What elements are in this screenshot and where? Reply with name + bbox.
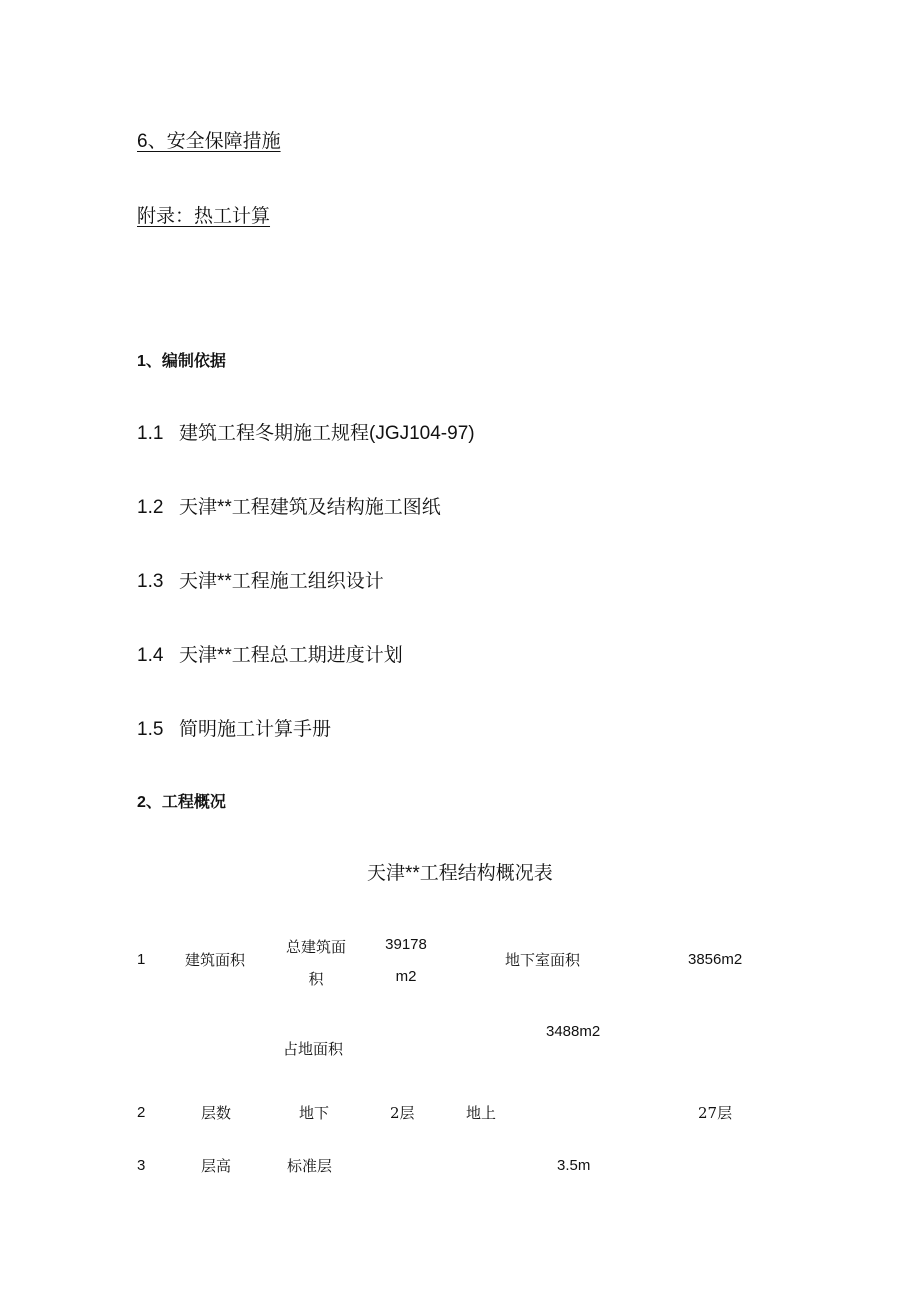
table-title: 天津**工程结构概况表 xyxy=(367,863,553,884)
below-ground-label: 地下 xyxy=(299,1104,330,1122)
basement-area-label: 地下室面积 xyxy=(505,951,581,969)
above-ground-value: 27层 xyxy=(698,1104,733,1122)
basis-item-text: 简明施工计算手册 xyxy=(179,719,332,740)
standard-floor-label: 标准层 xyxy=(287,1157,333,1175)
row-category: 建筑面积 xyxy=(185,951,246,969)
total-area-value-line2: m2 xyxy=(395,968,417,985)
basis-item-number: 1.2 xyxy=(137,497,164,518)
row-index: 2 xyxy=(137,1104,146,1121)
section-heading-overview: 2、工程概况 xyxy=(137,794,226,811)
basis-item-number: 1.3 xyxy=(137,571,164,592)
basis-item-number: 1.5 xyxy=(137,719,164,740)
row-category: 层高 xyxy=(201,1157,232,1175)
toc-item-safety-measures[interactable]: 6、安全保障措施 xyxy=(137,131,281,152)
section-heading-basis: 1、编制依据 xyxy=(137,353,226,370)
basis-item xyxy=(137,714,331,741)
basis-item-text: 天津**工程总工期进度计划 xyxy=(179,645,403,666)
basis-item-text: 天津**工程施工组织设计 xyxy=(179,571,384,592)
basis-item-number: 1.1 xyxy=(137,423,164,444)
basis-item xyxy=(137,492,441,519)
basis-item xyxy=(137,640,403,667)
footprint-area-value: 3488m2 xyxy=(546,1023,601,1040)
total-area-label xyxy=(280,931,352,995)
basis-item-text: 建筑工程冬期施工规程(JGJ104-97) xyxy=(179,423,475,444)
total-area-value xyxy=(378,929,434,993)
total-area-value-line1: 39178 xyxy=(385,936,427,953)
basis-item xyxy=(137,418,475,445)
basis-item xyxy=(137,566,384,593)
total-area-label-line1: 总建筑面 xyxy=(285,938,346,956)
below-ground-value: 2层 xyxy=(390,1104,415,1122)
basis-item-text: 天津**工程建筑及结构施工图纸 xyxy=(179,497,441,518)
row-index: 1 xyxy=(137,951,146,968)
total-area-label-line2: 积 xyxy=(308,970,324,988)
toc-item-appendix[interactable]: 附录：热工计算 xyxy=(137,206,271,227)
above-ground-label: 地上 xyxy=(466,1104,497,1122)
row-category: 层数 xyxy=(201,1104,232,1122)
standard-floor-height: 3.5m xyxy=(557,1157,591,1174)
row-index: 3 xyxy=(137,1157,146,1174)
basement-area-value: 3856m2 xyxy=(688,951,743,968)
footprint-area-label: 占地面积 xyxy=(283,1040,344,1058)
basis-item-number: 1.4 xyxy=(137,645,164,666)
